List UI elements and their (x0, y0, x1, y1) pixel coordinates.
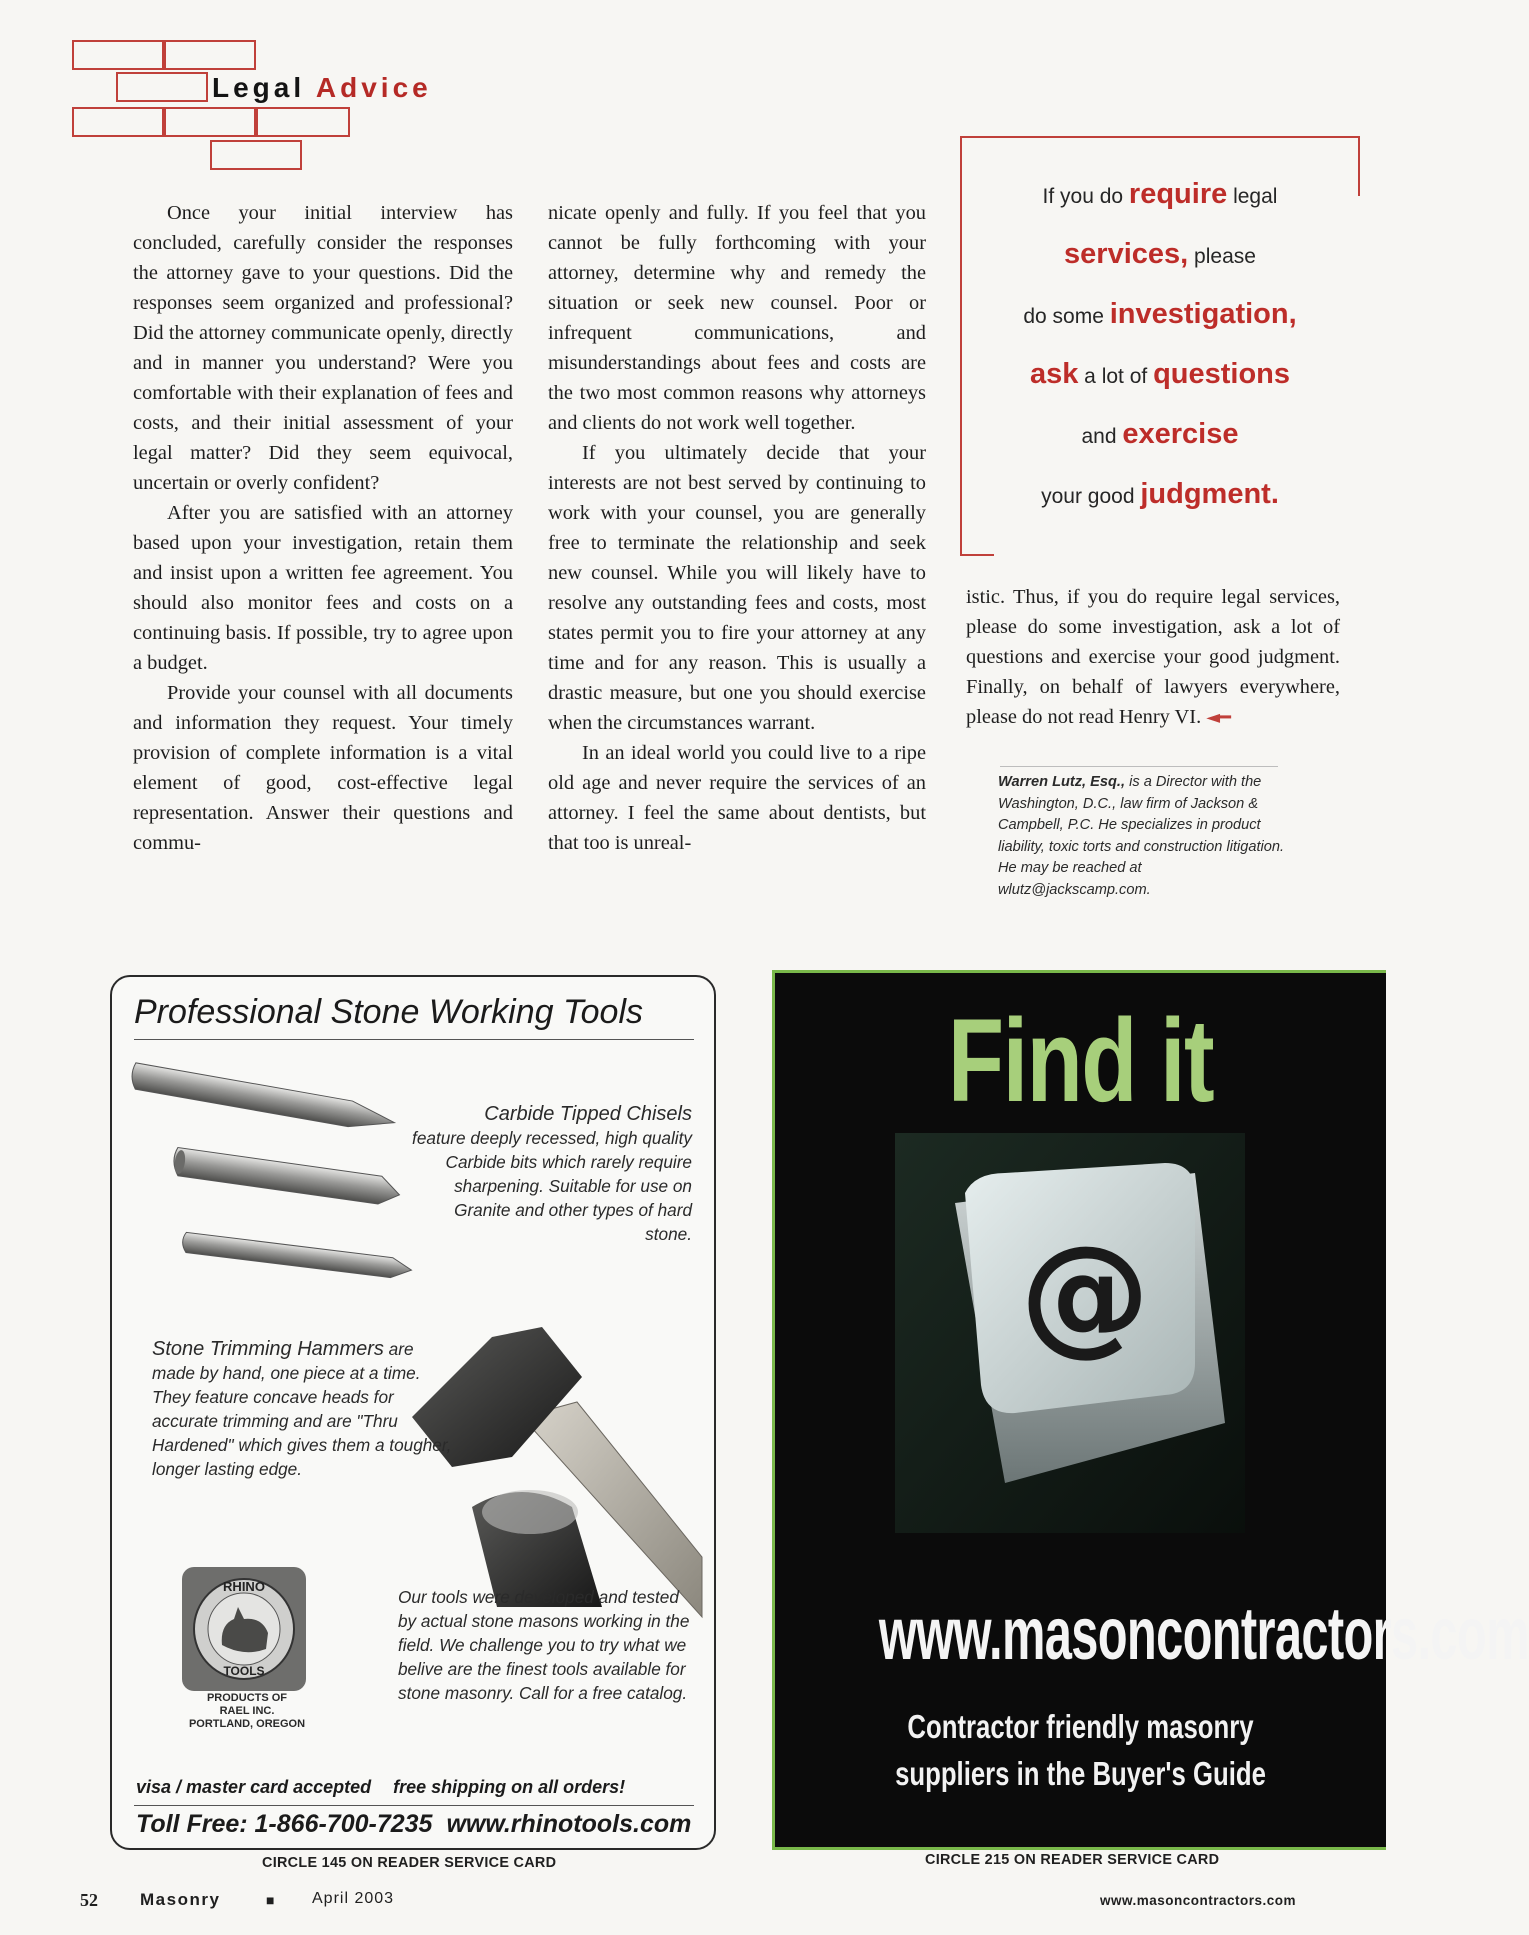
paragraph (966, 582, 1340, 733)
pullquote-line: and exercise (1081, 418, 1239, 450)
hammers-body: are made by hand, one piece at a time. They feature concave heads for accurate trimming and are "Thru Hardened" which gives them a tougher, longer lasting edge. (152, 1339, 452, 1479)
end-mark-icon: ◄━ (1206, 707, 1231, 728)
brick (164, 107, 256, 137)
at-key-icon (895, 1133, 1245, 1533)
company-line: RAEL INC. (219, 1705, 275, 1717)
chisels-illustration (122, 1057, 422, 1307)
paragraph: Provide your counsel with all documents and information they request. Your timely provision of complete information is a vital element of good, cost-effective legal representation. Answer their questions and commu- (133, 682, 513, 854)
rhino-logo (182, 1567, 306, 1691)
payment-text: visa / master card accepted (136, 1777, 372, 1797)
paragraph: After you are satisfied with an attorney based upon your investigation, retain them and insist upon a written fee agreement. You should also monitor fees and costs on a continuing basis. If possible, try to agree upon a budget. (133, 502, 513, 674)
keyboard-key-image (895, 1133, 1245, 1533)
article-column-2 (548, 198, 926, 858)
company-line: PORTLAND, OREGON (188, 1718, 306, 1730)
ad-contact-line (136, 1810, 691, 1839)
ad-title: Professional Stone Working Tools (134, 993, 644, 1031)
issue-date: April 2003 (312, 1890, 395, 1907)
paragraph: If you ultimately decide that your interests are not best served by continuing to work with your counsel, you are generally free to terminate the relationship and seek new counsel. While you will likely have to resolve any outstanding fees and costs, most states permit you to fire your attorney at any time and for any reason. This is usually a drastic measure, but one you should exercise when the circumstances warrant. (548, 442, 926, 734)
article-column-1 (133, 198, 513, 858)
chisels-description (412, 1102, 692, 1246)
ad-divider (134, 1039, 694, 1040)
pull-quote (960, 136, 1360, 554)
pullquote-line: your good judgment. (1041, 478, 1279, 510)
footer-website: www.masoncontractors.com (1100, 1893, 1297, 1908)
rhino-tools-ad (110, 975, 716, 1850)
logo-text-top: RHINO (223, 1579, 265, 1594)
logo-text-bottom: TOOLS (223, 1664, 265, 1678)
chisel-icon (130, 1063, 397, 1135)
website-link[interactable]: www.rhinotools.com (446, 1810, 692, 1838)
hammers-description (152, 1337, 452, 1481)
section-title (212, 72, 432, 104)
ad-divider (134, 1805, 694, 1806)
company-info (152, 1692, 342, 1731)
hammers-heading: Stone Trimming Hammers (152, 1338, 384, 1360)
find-it-ad (772, 970, 1529, 1850)
brick (72, 107, 164, 137)
rhino-logo-icon (182, 1567, 306, 1691)
ad-tagline: Contractor friendly masonry (907, 1708, 1254, 1745)
pullquote-line: ask a lot of questions (1029, 358, 1291, 390)
section-title-word1: Legal (212, 72, 306, 103)
paragraph: In an ideal world you could live to a ripe old age and never require the services of an attorney. I feel the same about dentists, but that too is unreal- (548, 742, 926, 854)
footer-separator-icon: ■ (266, 1892, 275, 1908)
chisel-icon (181, 1232, 412, 1280)
paragraph: Once your initial interview has concluded, carefully consider the responses the attorney gave to your questions. Did the responses seem organized and professional? Did the attorney communicate openly, directly and in manner you understand? Were you comfortable with their explanation of fees and costs, and their initial assessment of your legal matter? Did they seem equivocal, uncertain or overly confident? (133, 202, 513, 494)
at-symbol: @ (1020, 1217, 1150, 1369)
paragraph: nicate openly and fully. If you feel that you cannot be fully forthcoming with your attorney, determine why and remedy the situation or seek new counsel. Poor or infrequent communications, and misunderstandings about fees and costs are the two most common reasons why attorneys and clients do not work well together. (548, 202, 926, 434)
section-title-word2: Advice (315, 72, 432, 103)
shipping-text: free shipping on all orders! (393, 1777, 626, 1797)
brick (210, 140, 302, 170)
phone-number[interactable]: Toll Free: 1-866-700-7235 (136, 1810, 433, 1838)
brick (116, 72, 208, 102)
article-column-3 (966, 582, 1340, 733)
company-line: PRODUCTS OF (206, 1692, 288, 1704)
ad-website-url[interactable]: www.masoncontractors.com (878, 1592, 1529, 1675)
pullquote-line: services, please (1064, 238, 1256, 270)
author-name: Warren Lutz, Esq., (998, 774, 1126, 790)
author-bio-text: is a Director with the Washington, D.C., law firm of Jackson & Campbell, P.C. He specializes in product liability, toxic torts and construction litigation. He may be reached at wlutz@jackscamp.com. (998, 774, 1285, 898)
chisels-body: feature deeply recessed, high quality Carbide bits which rarely require sharpening. Suitable for use on Granite and other types of hard stone. (412, 1128, 692, 1244)
bio-divider (1000, 766, 1278, 767)
pullquote-line: do some investigation, (1023, 298, 1297, 330)
brick (72, 40, 164, 70)
brick (164, 40, 256, 70)
tools-tested-description: Our tools were developed and tested by actual stone masons working in the field. We challenge you to try what we belive are the finest tools available for stone masonry. Call for a free catalog. (398, 1587, 690, 1703)
author-bio (998, 772, 1298, 901)
reader-service-caption: CIRCLE 145 ON READER SERVICE CARD (262, 1855, 557, 1871)
ad-offer-line (136, 1777, 625, 1798)
chisel-icon (172, 1147, 402, 1206)
pullquote-border (960, 554, 994, 556)
ad-title: Find it (947, 995, 1214, 1127)
brick (256, 107, 350, 137)
page-number: 52 (80, 1890, 98, 1910)
reader-service-caption: CIRCLE 215 ON READER SERVICE CARD (925, 1852, 1220, 1868)
pullquote-line: If you do require legal (1042, 178, 1278, 210)
ad-tagline: suppliers in the Buyer's Guide (895, 1755, 1266, 1792)
closing-text: istic. Thus, if you do require legal services, please do some investigation, ask a lot of questions and exercise your good judgment. Finally, on behalf of lawyers everywhere, please do not read Henry VI. (966, 586, 1340, 728)
magazine-name: Masonry (140, 1890, 221, 1909)
chisels-heading: Carbide Tipped Chisels (484, 1103, 692, 1125)
